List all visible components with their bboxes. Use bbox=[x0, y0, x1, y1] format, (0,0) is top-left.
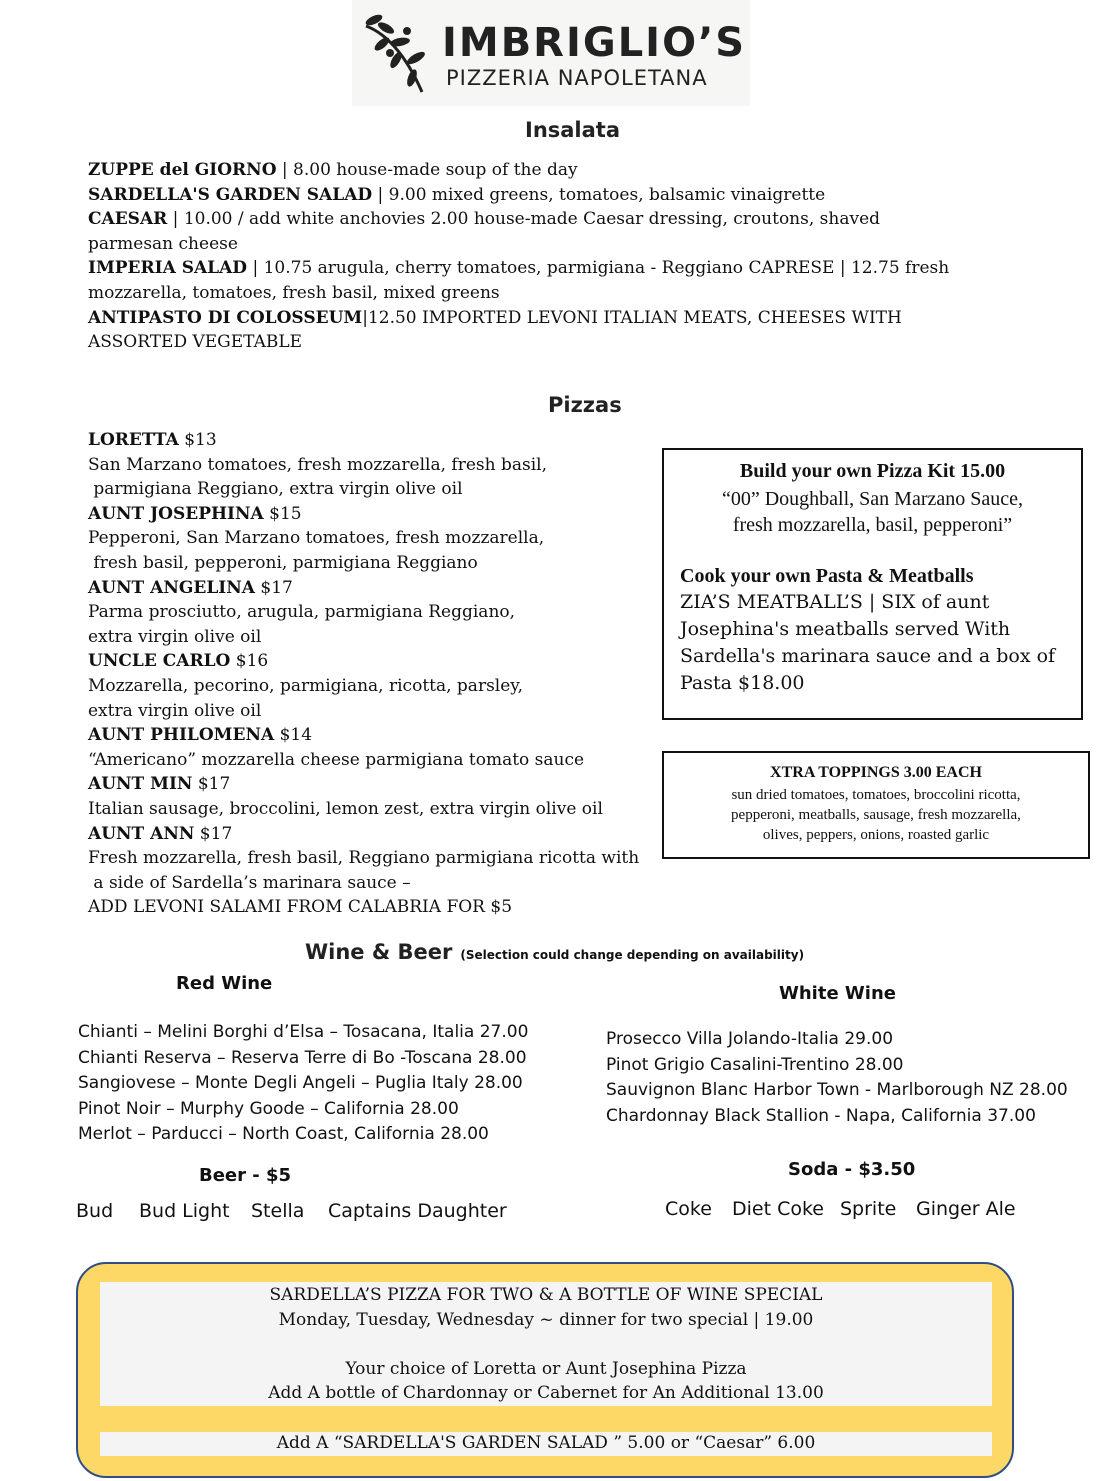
wine-beer-heading bbox=[305, 940, 804, 964]
pizza-menu-line-detail: Fresh mozzarella, fresh basil, Reggiano parmigiana ricotta with bbox=[88, 848, 640, 869]
pasta-kit-description bbox=[680, 589, 1055, 697]
pasta-kit-line: Sardella's marinara sauce and a box of bbox=[680, 645, 1056, 667]
pasta-kit-line: ZIA’S MEATBALL’S | SIX of aunt bbox=[680, 591, 990, 613]
pizza-kit-title: Build your own Pizza Kit 15.00 bbox=[739, 460, 1006, 482]
logo-subtitle: PIZZERIA NAPOLETANA bbox=[446, 66, 708, 90]
soda-item: Ginger Ale bbox=[916, 1198, 1016, 1220]
wine-item: Merlot – Parducci – North Coast, California 28.00 bbox=[78, 1124, 489, 1144]
toppings-title: XTRA TOPPINGS 3.00 EACH bbox=[770, 764, 982, 781]
logo-name: IMBRIGLIO’S bbox=[442, 20, 747, 66]
beer-item: Bud bbox=[76, 1200, 114, 1222]
olive-branch-icon bbox=[360, 8, 440, 98]
pizza-menu-line bbox=[88, 822, 639, 847]
pizza-menu-line-name: AUNT PHILOMENA bbox=[88, 725, 275, 746]
toppings-box bbox=[662, 751, 1090, 859]
pizza-menu-line-name: UNCLE CARLO bbox=[88, 651, 231, 672]
red-wine-title: Red Wine bbox=[176, 973, 273, 994]
wine-item: Sauvignon Blanc Harbor Town - Marlborough NZ 28.00 bbox=[606, 1080, 1068, 1100]
wine-item: Chianti – Melini Borghi d’Elsa – Tosacana, Italia 27.00 bbox=[78, 1022, 529, 1042]
pizza-menu-line-name: LORETTA bbox=[88, 430, 179, 450]
pizza-menu-line bbox=[88, 502, 639, 527]
pizza-menu-line bbox=[88, 846, 639, 871]
toppings-line: pepperoni, meatballs, sausage, fresh mozzarella, bbox=[731, 807, 1021, 823]
pizza-menu-line bbox=[88, 551, 639, 576]
special-choice: Your choice of Loretta or Aunt Josephina Pizza bbox=[345, 1359, 747, 1379]
pasta-kit-line: Josephina's meatballs served With bbox=[680, 618, 1011, 640]
wine-item: Prosecco Villa Jolando-Italia 29.00 bbox=[606, 1029, 894, 1049]
pizza-menu-line bbox=[88, 526, 639, 551]
salad-menu-line-name: CAESAR bbox=[88, 209, 168, 230]
beer-item: Bud Light bbox=[139, 1200, 230, 1222]
salad-menu-line bbox=[88, 281, 949, 306]
salad-menu-line bbox=[88, 306, 949, 331]
pizza-menu-line-detail: “Americano” mozzarella cheese parmigiana tomato sauce bbox=[88, 749, 585, 770]
salad-menu-line-detail: | 10.75 arugula, cherry tomatoes, parmigiana - Reggiano CAPRESE | 12.75 fresh bbox=[247, 258, 950, 279]
salad-menu-line-name: ZUPPE del GIORNO bbox=[88, 160, 277, 180]
pizza-menu-line-detail: Italian sausage, broccolini, lemon zest, extra virgin olive oil bbox=[88, 798, 603, 819]
pizza-menu-line-detail: fresh basil, pepperoni, parmigiana Reggiano bbox=[88, 552, 478, 573]
pizza-menu-line-detail: $15 bbox=[263, 503, 302, 524]
salad-menu-line bbox=[88, 183, 949, 208]
salad-menu-line-detail: mozzarella, tomatoes, fresh basil, mixed greens bbox=[88, 282, 500, 303]
pizza-menu-line-detail: $16 bbox=[230, 651, 269, 672]
pizza-menu-line bbox=[88, 674, 639, 699]
pasta-kit-line: Pasta $18.00 bbox=[680, 672, 805, 694]
pizza-menu-line-detail: Parma prosciutto, arugula, parmigiana Reggiano, bbox=[88, 602, 516, 623]
toppings-line: sun dried tomatoes, tomatoes, broccolini ricotta, bbox=[731, 787, 1021, 803]
wine-item: Sangiovese – Monte Degli Angeli – Puglia Italy 28.00 bbox=[78, 1073, 523, 1093]
logo bbox=[352, 0, 750, 106]
pizza-menu-line-detail: a side of Sardella’s marinara sauce – bbox=[88, 872, 411, 893]
pizza-menu-line bbox=[88, 699, 639, 724]
pizza-menu-line-name: AUNT JOSEPHINA bbox=[88, 503, 264, 524]
special-salad-addon-row bbox=[100, 1432, 992, 1456]
pizzas-title: Pizzas bbox=[548, 393, 622, 417]
salad-menu-line-detail: | 9.00 mixed greens, tomatoes, balsamic vinaigrette bbox=[372, 184, 826, 205]
pizza-list bbox=[88, 428, 639, 920]
special-offer-box bbox=[76, 1262, 1014, 1478]
salad-menu-line-name: ANTIPASTO DI COLOSSEUM bbox=[88, 307, 363, 328]
salad-menu-line-detail: | 10.00 / add white anchovies 2.00 house-made Caesar dressing, croutons, shaved bbox=[167, 209, 881, 230]
pizza-menu-line-detail: extra virgin olive oil bbox=[88, 700, 262, 721]
pizza-menu-line-detail: $17 bbox=[192, 774, 231, 795]
white-wine-title: White Wine bbox=[779, 983, 896, 1004]
pizza-menu-line bbox=[88, 576, 639, 601]
special-wine-addon: Add A bottle of Chardonnay or Cabernet for An Additional 13.00 bbox=[268, 1383, 824, 1403]
beer-item: Captains Daughter bbox=[328, 1200, 507, 1222]
pizza-kit-desc-line: fresh mozzarella, basil, pepperoni” bbox=[732, 514, 1013, 536]
pizza-menu-line-detail: Pepperoni, San Marzano tomatoes, fresh mozzarella, bbox=[88, 528, 545, 549]
salad-menu-line-detail: |12.50 IMPORTED LEVONI ITALIAN MEATS, CHEESES WITH bbox=[362, 307, 902, 328]
wine-beer-title: Wine & Beer bbox=[305, 940, 453, 964]
beer-title: Beer - $5 bbox=[199, 1165, 292, 1186]
wine-beer-note: (Selection could change depending on availability) bbox=[460, 948, 805, 962]
toppings-description bbox=[664, 785, 1088, 845]
pizza-menu-line bbox=[88, 649, 639, 674]
wine-item: Chianti Reserva – Reserva Terre di Bo -Toscana 28.00 bbox=[78, 1047, 527, 1068]
pizza-menu-line bbox=[88, 453, 639, 478]
pizza-menu-line-name: AUNT MIN bbox=[88, 774, 193, 795]
salad-menu-line bbox=[88, 207, 949, 232]
pizza-menu-line bbox=[88, 477, 639, 502]
pizza-menu-line bbox=[88, 797, 639, 822]
wine-item: Pinot Noir – Murphy Goode – California 28.00 bbox=[78, 1098, 459, 1119]
pizza-menu-line bbox=[88, 772, 639, 797]
salad-menu-line-detail: parmesan cheese bbox=[88, 233, 238, 254]
special-title: SARDELLA’S PIZZA FOR TWO & A BOTTLE OF WINE SPECIAL bbox=[269, 1285, 823, 1305]
pizza-menu-line-detail: $17 bbox=[254, 577, 293, 598]
salad-menu-line-name: IMPERIA SALAD bbox=[88, 258, 248, 279]
pizza-menu-line-detail: ADD LEVONI SALAMI FROM CALABRIA FOR $5 bbox=[88, 897, 513, 918]
special-offer-main bbox=[100, 1282, 992, 1406]
special-salad-addon: Add A “SARDELLA'S GARDEN SALAD ” 5.00 or “Caesar” 6.00 bbox=[276, 1433, 816, 1453]
pizza-menu-line bbox=[88, 895, 639, 920]
toppings-line: olives, peppers, onions, roasted garlic bbox=[762, 827, 990, 843]
pizza-menu-line-detail: Mozzarella, pecorino, parmigiana, ricotta, parsley, bbox=[88, 675, 524, 696]
salad-menu-line-name: SARDELLA'S GARDEN SALAD bbox=[88, 184, 373, 205]
salad-menu-line bbox=[88, 158, 949, 183]
pizza-kit-desc-line: “00” Doughball, San Marzano Sauce, bbox=[721, 488, 1023, 510]
salad-menu-line-detail: ASSORTED VEGETABLE bbox=[88, 332, 303, 353]
pizza-kit-box bbox=[662, 448, 1083, 720]
pizza-menu-line-detail: $13 bbox=[178, 430, 217, 450]
salad-menu-line bbox=[88, 256, 949, 281]
insalata-title: Insalata bbox=[525, 118, 621, 142]
pizza-menu-line-detail: San Marzano tomatoes, fresh mozzarella, fresh basil, bbox=[88, 454, 547, 475]
pizza-kit-description bbox=[664, 486, 1081, 538]
soda-item: Coke bbox=[665, 1198, 712, 1220]
pasta-kit-title: Cook your own Pasta & Meatballs bbox=[680, 565, 974, 587]
pizza-menu-line-name: AUNT ANGELINA bbox=[88, 577, 255, 598]
pizza-menu-line-detail: parmigiana Reggiano, extra virgin olive oil bbox=[88, 479, 463, 500]
pizza-menu-line-detail: $14 bbox=[274, 725, 313, 746]
pizza-menu-line-detail: extra virgin olive oil bbox=[88, 626, 262, 647]
white-wine-list bbox=[606, 1027, 1068, 1129]
wine-item: Pinot Grigio Casalini-Trentino 28.00 bbox=[606, 1054, 904, 1075]
red-wine-list bbox=[78, 1020, 528, 1148]
pizza-menu-line bbox=[88, 723, 639, 748]
insalata-list bbox=[88, 158, 949, 355]
pizza-menu-line-detail: $17 bbox=[194, 823, 233, 844]
soda-title: Soda - $3.50 bbox=[788, 1159, 916, 1180]
pizza-menu-line bbox=[88, 625, 639, 650]
salad-menu-line-detail: | 8.00 house-made soup of the day bbox=[276, 160, 578, 180]
beer-item: Stella bbox=[251, 1200, 305, 1222]
soda-item: Sprite bbox=[840, 1198, 897, 1220]
pizza-menu-line bbox=[88, 748, 639, 773]
wine-item: Chardonnay Black Stallion - Napa, California 37.00 bbox=[606, 1105, 1036, 1126]
salad-menu-line bbox=[88, 232, 949, 257]
pizza-menu-line bbox=[88, 428, 639, 453]
pizza-menu-line bbox=[88, 871, 639, 896]
pizza-menu-line-name: AUNT ANN bbox=[88, 823, 195, 844]
soda-item: Diet Coke bbox=[732, 1198, 824, 1220]
special-days: Monday, Tuesday, Wednesday ~ dinner for two special | 19.00 bbox=[278, 1310, 814, 1330]
salad-menu-line bbox=[88, 330, 949, 355]
pizza-menu-line bbox=[88, 600, 639, 625]
